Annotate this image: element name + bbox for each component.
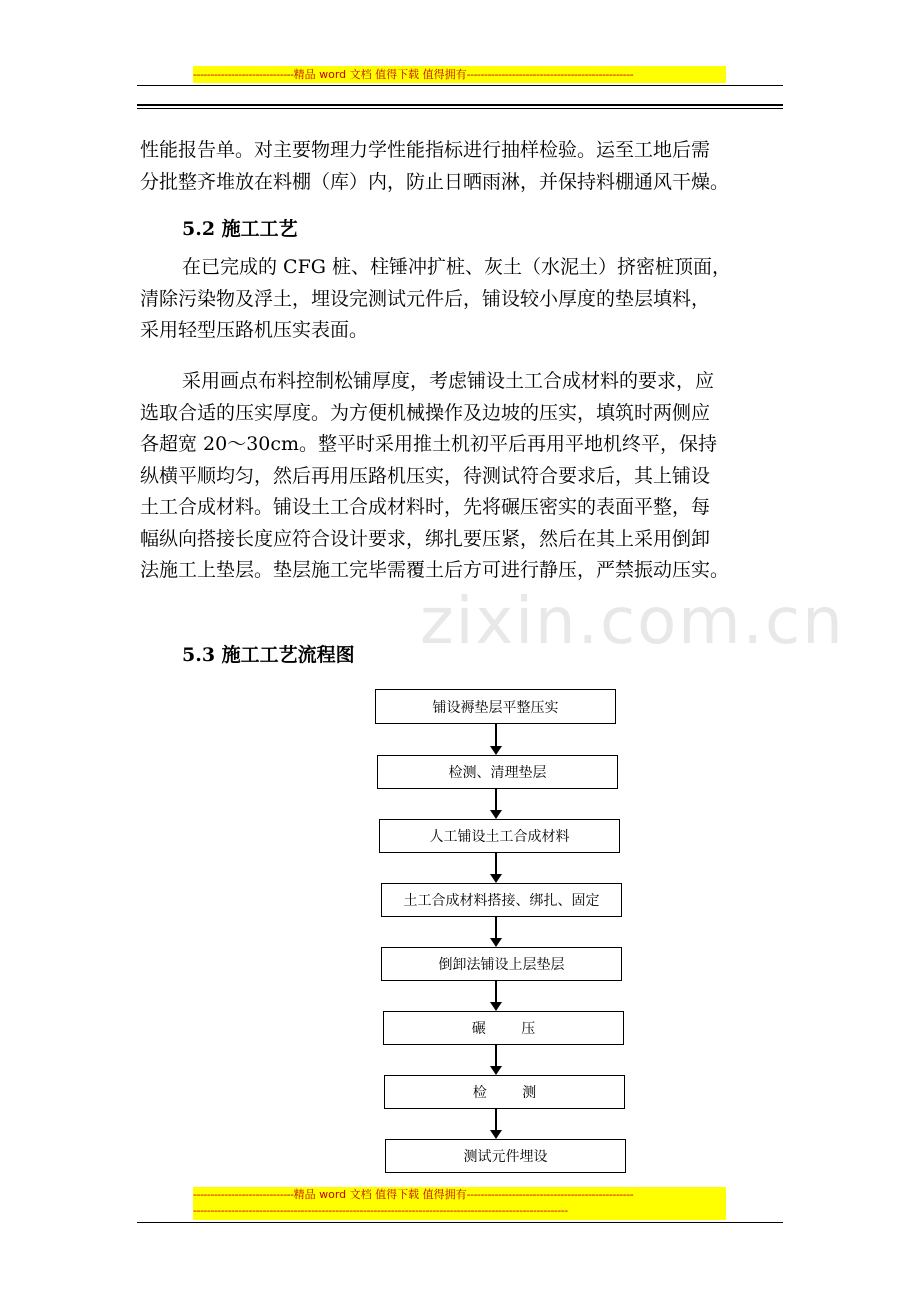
watermark: zixin.com.cn [420,585,845,659]
section-heading-5-3: 5.3 施工工艺流程图 [182,644,355,666]
flow-step-3: 人工铺设土工合成材料 [379,819,620,853]
flow-arrow [495,1045,497,1073]
flow-step-8: 测试元件埋设 [385,1139,626,1173]
header-banner-dash-right: ------------------------------------------------ [466,68,634,81]
text-line: 性能报告单。对主要物理力学性能指标进行抽样检验。运至工地后需 [140,139,711,161]
flow-step-2: 检测、清理垫层 [377,755,618,789]
flow-arrow [495,789,497,817]
flow-step-6: 碾 压 [383,1011,624,1045]
flow-arrow [495,853,497,881]
text-line: 纵横平顺均匀，然后再用压路机压实，待测试符合要求后，其上铺设 [140,464,711,487]
section-heading-5-2: 5.2 施工工艺 [182,218,298,240]
text-line: 分批整齐堆放在料棚（库）内，防止日晒雨淋，并保持料棚通风干燥。 [140,170,730,193]
footer-banner [193,1187,726,1220]
text-line: 采用画点布料控制松铺厚度，考虑铺设土工合成材料的要求，应 [182,370,715,392]
header-rule-thin [137,85,783,86]
flow-step-7: 检 测 [384,1075,625,1109]
flow-step-4: 土工合成材料搭接、绑扎、固定 [381,883,622,917]
flow-step-5: 倒卸法铺设上层垫层 [381,947,622,981]
header-rule-double-bottom [137,108,783,109]
text-line: 选取合适的压实厚度。为方便机械操作及边坡的压实，填筑时两侧应 [140,401,711,424]
footer-banner-text: 精品 word 文档 值得下载 值得拥有 [293,1188,467,1201]
flow-arrow [495,981,497,1009]
header-banner [193,66,726,83]
header-banner-text: 精品 word 文档 值得下载 值得拥有 [293,68,467,81]
text-line: 清除污染物及浮土，埋设完测试元件后，铺设较小厚度的垫层填料， [140,287,711,310]
footer-banner-dash-line: ------------------------------------------------------------------------------------------------------------ [193,1204,568,1217]
flow-arrow [495,724,497,753]
text-line: 土工合成材料。铺设土工合成材料时，先将碾压密实的表面平整，每 [140,496,711,518]
footer-rule [137,1222,783,1223]
text-line: 法施工上垫层。垫层施工完毕需覆土后方可进行静压，严禁振动压实。 [140,559,730,581]
paragraph-1 [140,135,785,198]
footer-banner-dash-left: ----------------------------- [193,1188,294,1201]
footer-banner-dash-right: ------------------------------------------------ [466,1188,634,1201]
text-line: 各超宽 20～30cm。整平时采用推土机初平后再用平地机终平，保持 [140,433,718,455]
flow-arrow [495,1109,497,1137]
text-line: 采用轻型压路机压实表面。 [140,319,369,341]
flow-arrow [495,917,497,945]
paragraph-2 [140,252,785,347]
text-line: 在已完成的 CFG 桩、柱锤冲扩桩、灰土（水泥土）挤密桩顶面， [182,256,731,278]
header-banner-dash-left: ----------------------------- [193,68,294,81]
paragraph-3 [140,366,785,587]
text-line: 幅纵向搭接长度应符合设计要求，绑扎要压紧，然后在其上采用倒卸 [140,527,711,550]
header-rule-double-top [137,104,783,106]
flow-step-1: 铺设褥垫层平整压实 [375,689,616,724]
